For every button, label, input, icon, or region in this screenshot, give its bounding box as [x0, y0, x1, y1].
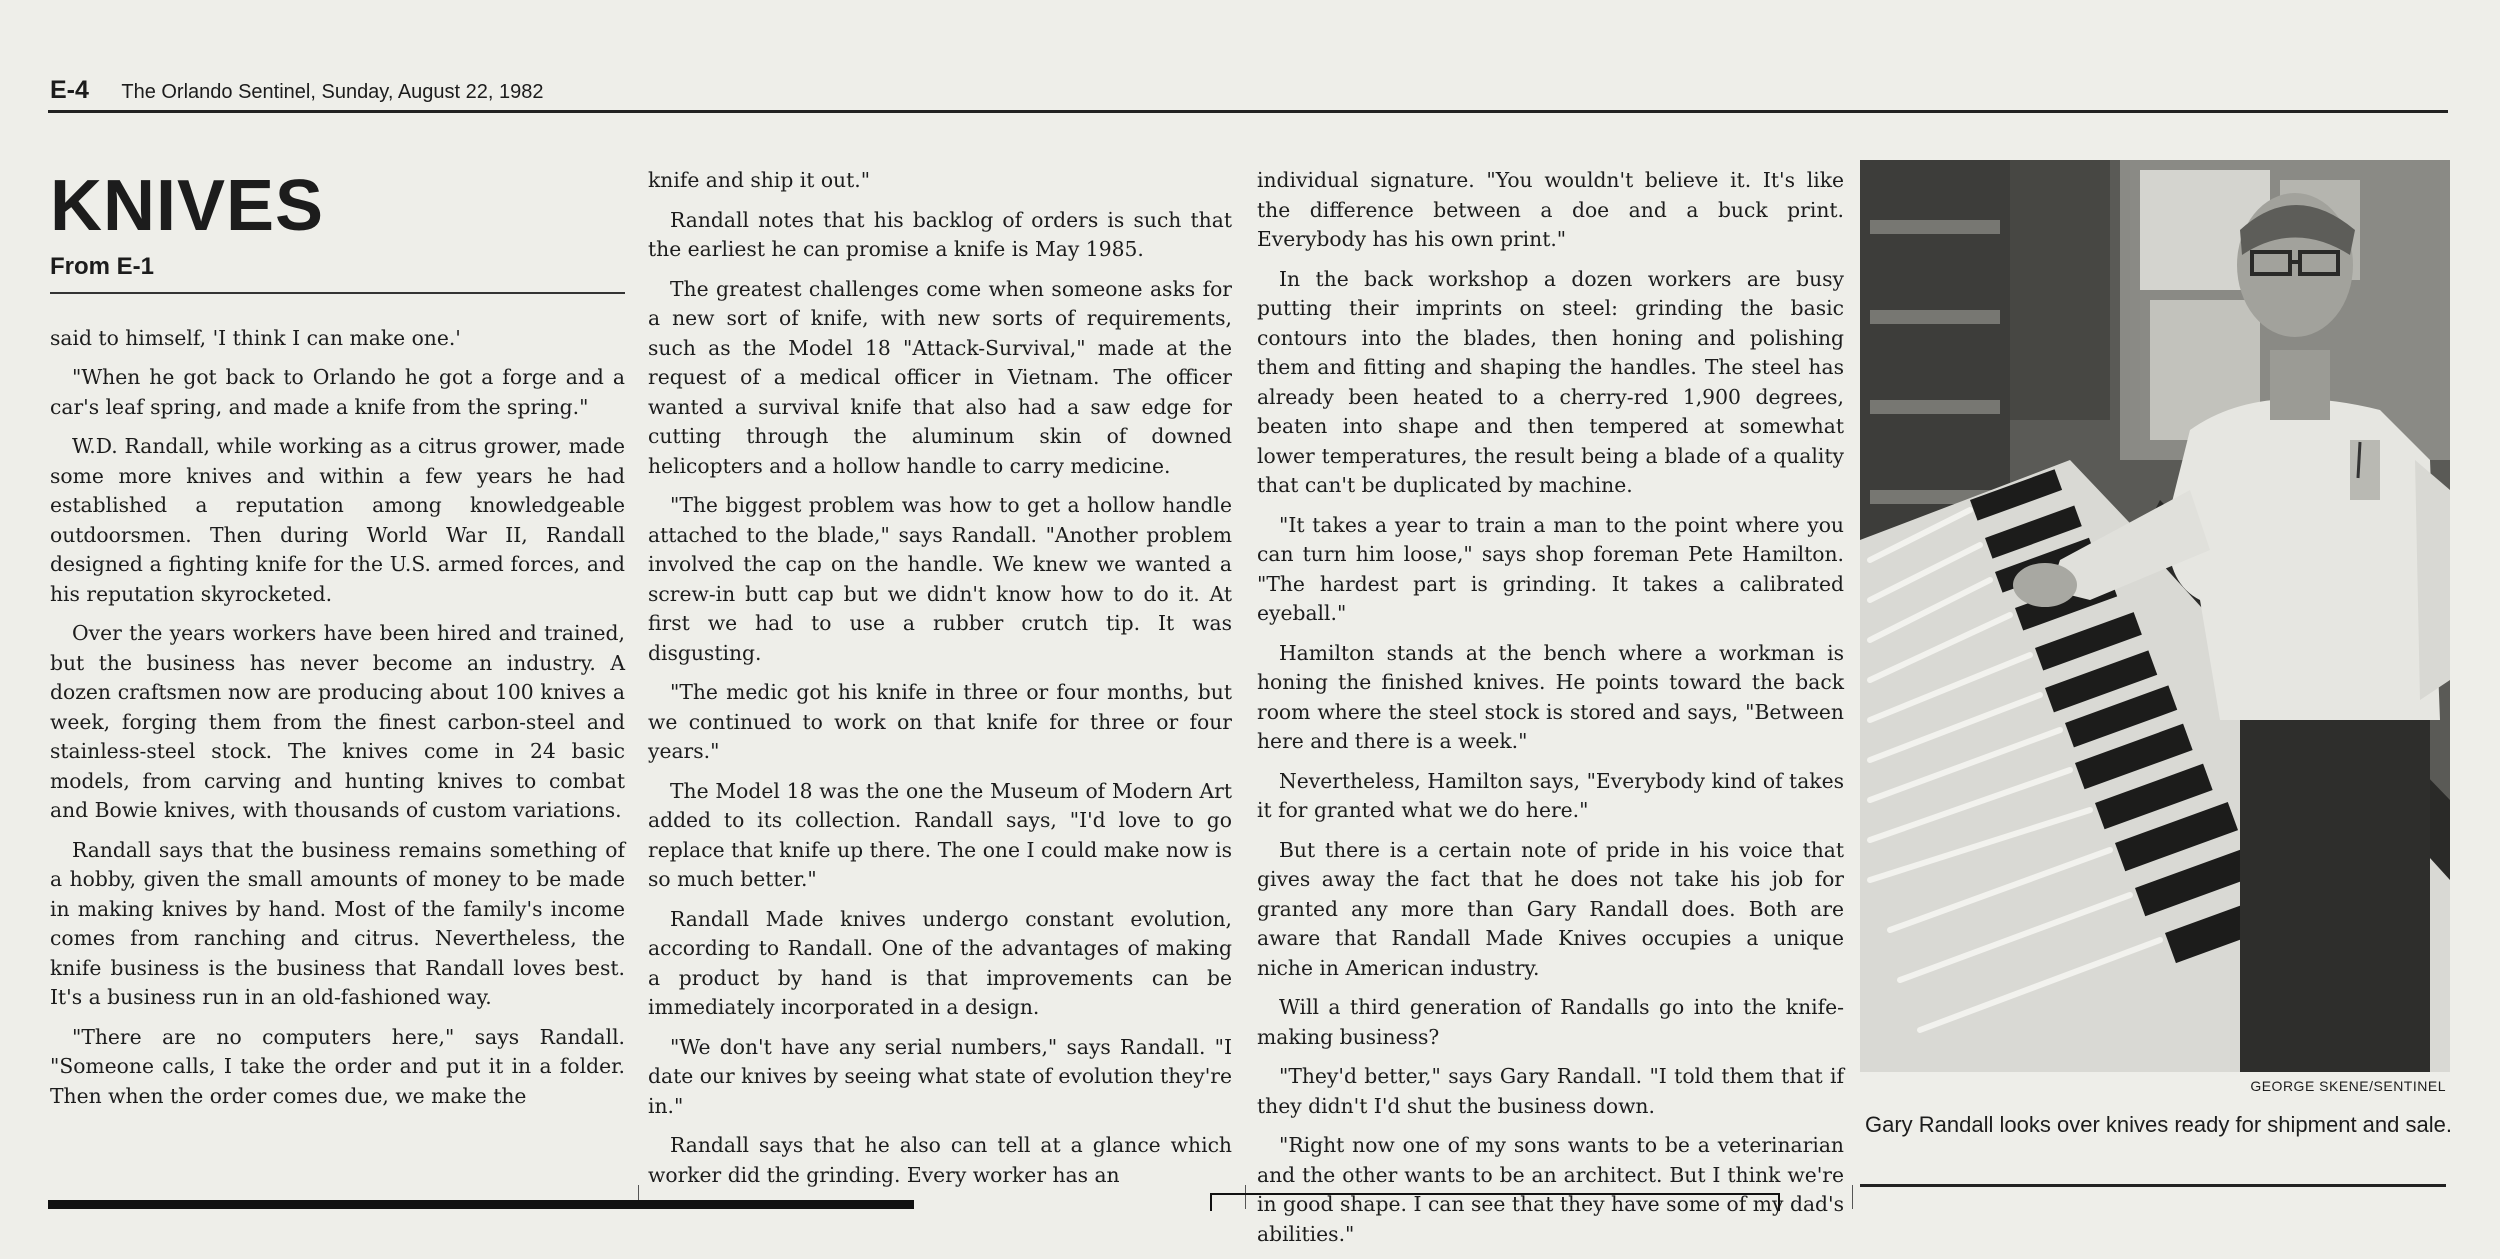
paragraph: In the back workshop a dozen workers are busy putting their imprints on steel: grinding the basic contours into the blades, then honing and polishing them and fitting and shaping the handles. The steel has already been heated to a cherry-red 1,900 degrees, beaten into shape and then tempered at somewhat lower temperatures, the result being a blade of a quality that can't be duplicated by machine.	[1257, 266, 1844, 497]
paragraph: "We don't have any serial numbers," says Randall. "I date our knives by seeing what state of evolution they're in."	[648, 1034, 1232, 1118]
paragraph: W.D. Randall, while working as a citrus grower, made some more knives and within a few years he had established a reputation among knowledgeable outdoorsmen. Then during World War II, Randall designed a fighting knife for the U.S. armed forces, and his reputation skyrocketed.	[50, 434, 625, 606]
paragraph: "When he got back to Orlando he got a forge and a car's leaf spring, and made a knife from the spring."	[50, 365, 625, 419]
caption-rule	[1860, 1184, 2446, 1187]
paragraph: "Right now one of my sons wants to be a veterinarian and the other wants to be an architect. But I think we're in good shape. I can see that they have some of my dad's abilities."	[1257, 1133, 1844, 1246]
folio	[50, 76, 544, 105]
paragraph: "The biggest problem was how to get a hollow handle attached to the blade," says Randall. "Another problem involved the cap on the handle. We knew we wanted a screw-in butt cap but we didn't know how to do it. At first we had to use a rubber crutch tip. It was disgusting.	[648, 493, 1232, 665]
paragraph: "The medic got his knife in three or four months, but we continued to work on that knife for three or four years."	[648, 680, 1232, 763]
paragraph: "They'd better," says Gary Randall. "I told them that if they didn't I'd shut the business down.	[1257, 1064, 1844, 1118]
paragraph: knife and ship it out."	[648, 168, 871, 192]
top-rule	[48, 110, 2448, 113]
knife-shop-photo	[1860, 160, 2450, 1072]
article-column-2	[648, 166, 1232, 1200]
headline: KNIVES	[50, 166, 325, 246]
paragraph: Randall says that the business remains something of a hobby, given the small amounts of money to be made in making knives by hand. Most of the family's income comes from ranching and citrus. Nevertheless, the knife business is the business that Randall loves best. It's a business run in an old-fashioned way.	[50, 837, 625, 1009]
article-column-3	[1257, 166, 1844, 1259]
jump-rule	[50, 292, 625, 294]
paragraph: individual signature. "You wouldn't believe it. It's like the difference between a doe and a buck print. Everybody has his own print."	[1257, 168, 1844, 251]
paragraph: Will a third generation of Randalls go into the knife-making business?	[1257, 995, 1844, 1049]
paragraph: "There are no computers here," says Randall. "Someone calls, I take the order and put it in a folder. Then when the order comes due, we make the	[50, 1024, 625, 1108]
paragraph: Over the years workers have been hired and trained, but the business has never become an industry. A dozen craftsmen now are producing about 100 knives a week, forging them from the finest carbon-steel and stainless-steel stock. The knives come in 24 basic models, from carving and hunting knives to combat and Bowie knives, with thousands of custom variations.	[50, 621, 625, 822]
photo-credit: GEORGE SKENE/SENTINEL	[2250, 1078, 2446, 1094]
paper-dateline: The Orlando Sentinel, Sunday, August 22, 1982	[121, 81, 544, 103]
jump-line: From E-1	[50, 253, 155, 280]
paragraph: Randall Made knives undergo constant evolution, according to Randall. One of the advantages of making a product by hand is that improvements can be immediately incorporated in a design.	[648, 906, 1232, 1019]
paragraph: Nevertheless, Hamilton says, "Everybody kind of takes it for granted what we do here."	[1257, 768, 1844, 822]
page-number: E-4	[50, 76, 89, 104]
article-column-1	[50, 120, 625, 1121]
paragraph: The Model 18 was the one the Museum of Modern Art added to its collection. Randall says, "I'd love to go replace that knife up there. The one I could make now is so much better."	[648, 778, 1232, 891]
paragraph: But there is a certain note of pride in his voice that gives away the fact that he does not take his job for granted any more than Gary Randall does. Both are aware that Randall Made Knives occupies a unique niche in American industry.	[1257, 837, 1844, 980]
paragraph: said to himself, 'I think I can make one.'	[50, 325, 461, 350]
paragraph: The greatest challenges come when someone asks for a new sort of knife, with new sorts of requirements, such as the Model 18 "Attack-Survival," made at the request of a medical officer in Vietnam. The officer wanted a survival knife that also had a saw edge for cutting through the aluminum skin of downed helicopters and a hollow handle to carry medicine.	[648, 276, 1232, 478]
next-story-bar	[48, 1200, 914, 1209]
photo-caption: Gary Randall looks over knives ready for shipment and sale.	[1865, 1112, 2452, 1137]
paragraph: Randall notes that his backlog of orders is such that the earliest he can promise a knife is May 1985.	[648, 207, 1232, 261]
paragraph: Hamilton stands at the bench where a workman is honing the finished knives. He points toward the back room where the steel stock is stored and says, "Between here and there is a week."	[1257, 640, 1844, 753]
next-story-box	[1210, 1193, 1780, 1211]
photo-illustration	[1860, 160, 2450, 1072]
paragraph: Randall says that he also can tell at a glance which worker did the grinding. Every worker has an	[648, 1133, 1232, 1187]
column-separator	[1852, 1185, 1853, 1209]
paragraph: "It takes a year to train a man to the point where you can turn him loose," says shop foreman Pete Hamilton. "The hardest part is grinding. It takes a calibrated eyeball."	[1257, 512, 1844, 625]
